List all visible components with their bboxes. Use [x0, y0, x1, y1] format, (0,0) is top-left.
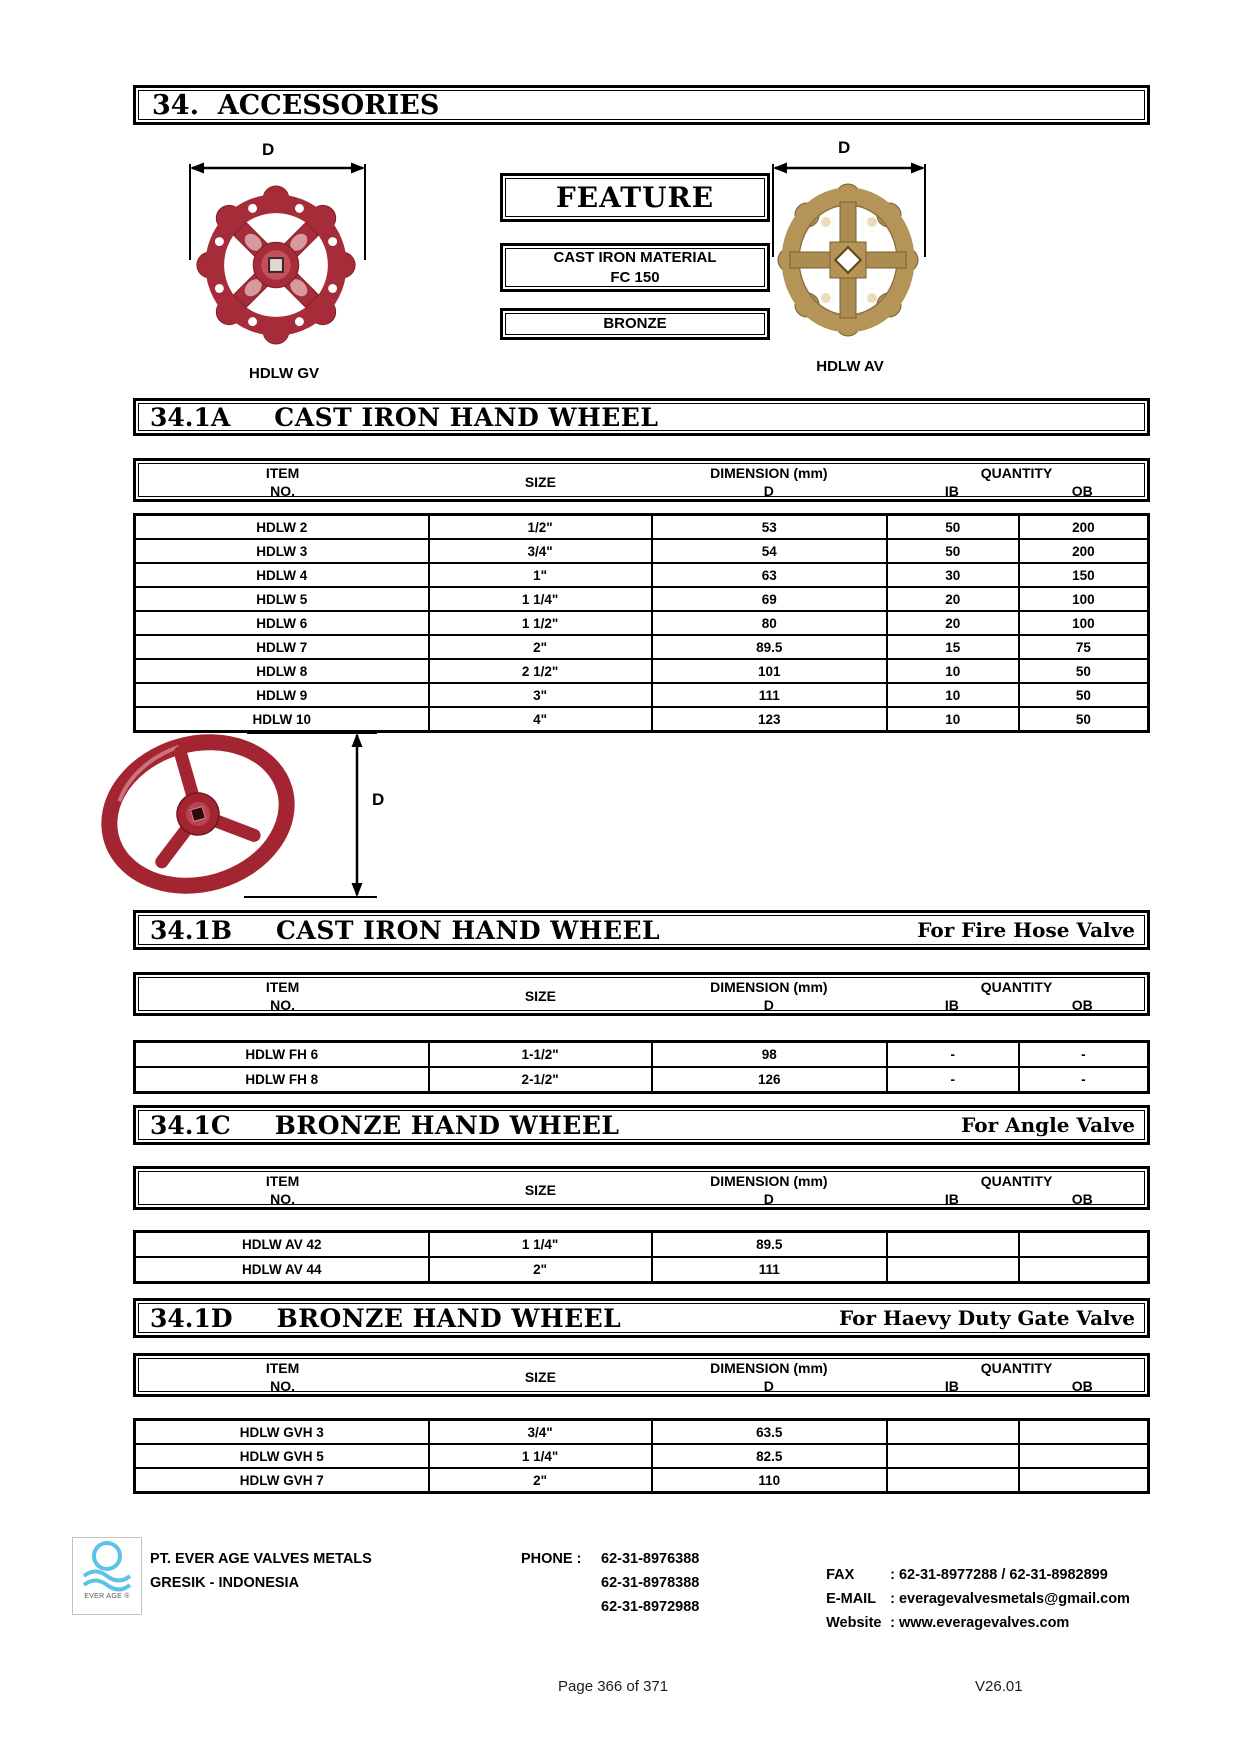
- section-header-34-1a: [133, 398, 1150, 436]
- table-cell: 63.5: [652, 1420, 887, 1445]
- material-line2: FC 150: [610, 268, 660, 286]
- table-cell: HDLW AV 44: [135, 1257, 429, 1283]
- table-cell: 1/2": [429, 515, 652, 540]
- table-cell: HDLW 9: [135, 683, 429, 707]
- table-cell: 53: [652, 515, 887, 540]
- table-row: [135, 1042, 1149, 1068]
- table-cell: HDLW FH 6: [135, 1042, 429, 1068]
- table-cell: 98: [652, 1042, 887, 1068]
- table-cell: HDLW 10: [135, 707, 429, 732]
- table-cell: 80: [652, 611, 887, 635]
- table-row: [135, 1067, 1149, 1093]
- section-subtitle: For Fire Hose Valve: [917, 918, 1135, 942]
- table-cell: 2 1/2": [429, 659, 652, 683]
- table-cell: HDLW 7: [135, 635, 429, 659]
- email-line: E-MAIL : everagevalvesmetals@gmail.com: [826, 1591, 1130, 1607]
- table-header-34-1c: [133, 1166, 1150, 1210]
- company-location: GRESIK - INDONESIA: [150, 1575, 300, 1591]
- table-row: [135, 587, 1149, 611]
- table-cell: 50: [1019, 659, 1149, 683]
- table-cell: 2": [429, 635, 652, 659]
- cast-iron-handwheel-gv-image: [192, 180, 360, 350]
- table-cell: 1 1/2": [429, 611, 652, 635]
- dimension-label-d: D: [262, 140, 275, 159]
- table-cell: 2": [429, 1468, 652, 1493]
- table-34-1a: [133, 513, 1150, 733]
- table-cell: 200: [1019, 515, 1149, 540]
- section-id: 34.1B: [150, 915, 233, 945]
- table-cell: 150: [1019, 563, 1149, 587]
- table-row: [135, 1232, 1149, 1258]
- table-cell: -: [1019, 1042, 1149, 1068]
- col-size: SIZE: [524, 1369, 556, 1385]
- table-cell: HDLW GVH 5: [135, 1444, 429, 1468]
- col-dimension: DIMENSION (mm) D: [710, 979, 828, 1013]
- table-34-1d: [133, 1418, 1150, 1494]
- table-cell: [887, 1444, 1019, 1468]
- col-quantity: QUANTITY IB OB: [944, 979, 1093, 1013]
- table-cell: 2": [429, 1257, 652, 1283]
- table-cell: -: [887, 1067, 1019, 1093]
- section-subtitle: For Haevy Duty Gate Valve: [839, 1306, 1135, 1330]
- dimension-label-d: D: [372, 790, 385, 809]
- table-row: [135, 659, 1149, 683]
- material-line1: CAST IRON MATERIAL: [553, 248, 717, 266]
- table-cell: [887, 1468, 1019, 1493]
- table-cell: 1-1/2": [429, 1042, 652, 1068]
- table-row: [135, 1444, 1149, 1468]
- table-cell: 1 1/4": [429, 1444, 652, 1468]
- section-id: 34.1C: [150, 1110, 231, 1140]
- table-row: [135, 611, 1149, 635]
- table-cell: 10: [887, 659, 1019, 683]
- phone-label: PHONE :: [521, 1551, 582, 1567]
- table-cell: [1019, 1444, 1149, 1468]
- table-cell: 3/4": [429, 1420, 652, 1445]
- feature-material-box: [500, 243, 770, 292]
- table-cell: 63: [652, 563, 887, 587]
- table-row: [135, 539, 1149, 563]
- table-row: [135, 1420, 1149, 1445]
- table-row: [135, 635, 1149, 659]
- table-cell: 1 1/4": [429, 1232, 652, 1258]
- phone-number: 62-31-8976388: [601, 1551, 700, 1567]
- page-title-box: [133, 85, 1150, 125]
- section-header-34-1b: [133, 910, 1150, 950]
- col-dimension: DIMENSION (mm) D: [710, 465, 828, 499]
- table-cell: 30: [887, 563, 1019, 587]
- company-name: PT. EVER AGE VALVES METALS: [150, 1551, 372, 1567]
- table-row: [135, 1468, 1149, 1493]
- table-cell: 3/4": [429, 539, 652, 563]
- logo-caption: EVER AGE ®: [84, 1593, 130, 1600]
- table-cell: 50: [1019, 707, 1149, 732]
- table-cell: 111: [652, 683, 887, 707]
- table-cell: 15: [887, 635, 1019, 659]
- section-title: BRONZE HAND WHEEL: [276, 1303, 622, 1333]
- dimension-label-d: D: [838, 138, 851, 157]
- section-subtitle: For Angle Valve: [961, 1113, 1135, 1137]
- bronze-handwheel-av-image: [768, 175, 928, 347]
- table-cell: -: [1019, 1067, 1149, 1093]
- phone-number: 62-31-8978388: [601, 1575, 700, 1591]
- table-cell: 123: [652, 707, 887, 732]
- table-cell: HDLW 6: [135, 611, 429, 635]
- table-cell: HDLW 3: [135, 539, 429, 563]
- page-title: 34. ACCESSORIES: [152, 89, 440, 121]
- table-34-1c: [133, 1230, 1150, 1284]
- table-row: [135, 683, 1149, 707]
- page-number: Page 366 of 371: [558, 1678, 669, 1695]
- table-cell: -: [887, 1042, 1019, 1068]
- table-cell: 100: [1019, 611, 1149, 635]
- table-cell: 10: [887, 707, 1019, 732]
- table-cell: [1019, 1257, 1149, 1283]
- table-cell: 89.5: [652, 635, 887, 659]
- table-cell: HDLW AV 42: [135, 1232, 429, 1258]
- col-item-no: ITEM NO.: [265, 1360, 300, 1394]
- fax-line: FAX : 62-31-8977288 / 62-31-8982899: [826, 1567, 1108, 1583]
- section-header-34-1d: [133, 1298, 1150, 1338]
- table-header-34-1b: [133, 972, 1150, 1016]
- table-cell: 10: [887, 683, 1019, 707]
- section-title: CAST IRON HAND WHEEL: [274, 402, 659, 432]
- col-quantity: QUANTITY IB OB: [944, 1173, 1093, 1207]
- table-34-1b: [133, 1040, 1150, 1094]
- table-cell: 1 1/4": [429, 587, 652, 611]
- bronze-label: BRONZE: [603, 315, 667, 332]
- section-id: 34.1D: [150, 1303, 233, 1333]
- feature-title-box: [500, 173, 770, 222]
- table-cell: HDLW 2: [135, 515, 429, 540]
- table-cell: 50: [887, 515, 1019, 540]
- table-cell: 20: [887, 587, 1019, 611]
- col-item-no: ITEM NO.: [265, 465, 300, 499]
- table-cell: 20: [887, 611, 1019, 635]
- table-row: [135, 563, 1149, 587]
- table-cell: 101: [652, 659, 887, 683]
- table-cell: [1019, 1232, 1149, 1258]
- table-header-34-1d: [133, 1353, 1150, 1397]
- col-dimension: DIMENSION (mm) D: [710, 1360, 828, 1394]
- section-id: 34.1A: [150, 402, 231, 432]
- table-cell: 3": [429, 683, 652, 707]
- table-cell: [887, 1420, 1019, 1445]
- table-cell: 110: [652, 1468, 887, 1493]
- table-cell: [887, 1257, 1019, 1283]
- table-cell: HDLW 8: [135, 659, 429, 683]
- table-cell: 54: [652, 539, 887, 563]
- table-cell: 200: [1019, 539, 1149, 563]
- table-cell: HDLW 4: [135, 563, 429, 587]
- col-item-no: ITEM NO.: [265, 979, 300, 1013]
- col-size: SIZE: [524, 988, 556, 1004]
- table-cell: 4": [429, 707, 652, 732]
- col-size: SIZE: [524, 1182, 556, 1198]
- table-cell: HDLW GVH 3: [135, 1420, 429, 1445]
- table-cell: [887, 1232, 1019, 1258]
- right-wheel-caption: HDLW AV: [816, 358, 884, 375]
- table-cell: 69: [652, 587, 887, 611]
- dimension-arrow-firehose-wheel: [232, 725, 387, 907]
- company-logo: [72, 1537, 142, 1615]
- table-cell: HDLW 5: [135, 587, 429, 611]
- section-title: BRONZE HAND WHEEL: [274, 1110, 620, 1140]
- table-cell: 82.5: [652, 1444, 887, 1468]
- table-cell: [1019, 1420, 1149, 1445]
- website-line: Website : www.everagevalves.com: [826, 1615, 1070, 1631]
- section-title: CAST IRON HAND WHEEL: [276, 915, 661, 945]
- version-number: V26.01: [975, 1678, 1023, 1695]
- everage-logo-icon: [74, 1538, 140, 1592]
- table-cell: 50: [1019, 683, 1149, 707]
- col-quantity: QUANTITY IB OB: [944, 1360, 1093, 1394]
- table-cell: 126: [652, 1067, 887, 1093]
- table-cell: 75: [1019, 635, 1149, 659]
- left-wheel-caption: HDLW GV: [249, 365, 319, 382]
- table-cell: 1": [429, 563, 652, 587]
- table-cell: HDLW GVH 7: [135, 1468, 429, 1493]
- table-header-34-1a: [133, 458, 1150, 502]
- table-cell: 50: [887, 539, 1019, 563]
- table-cell: HDLW FH 8: [135, 1067, 429, 1093]
- table-cell: [1019, 1468, 1149, 1493]
- table-cell: 89.5: [652, 1232, 887, 1258]
- table-cell: 2-1/2": [429, 1067, 652, 1093]
- phone-number: 62-31-8972988: [601, 1599, 700, 1615]
- table-row: [135, 515, 1149, 540]
- feature-title: FEATURE: [555, 181, 715, 214]
- table-row: [135, 1257, 1149, 1283]
- table-cell: 111: [652, 1257, 887, 1283]
- col-dimension: DIMENSION (mm) D: [710, 1173, 828, 1207]
- col-quantity: QUANTITY IB OB: [944, 465, 1093, 499]
- section-header-34-1c: [133, 1105, 1150, 1145]
- col-size: SIZE: [524, 474, 556, 490]
- feature-bronze-box: [500, 308, 770, 340]
- table-cell: 100: [1019, 587, 1149, 611]
- col-item-no: ITEM NO.: [265, 1173, 300, 1207]
